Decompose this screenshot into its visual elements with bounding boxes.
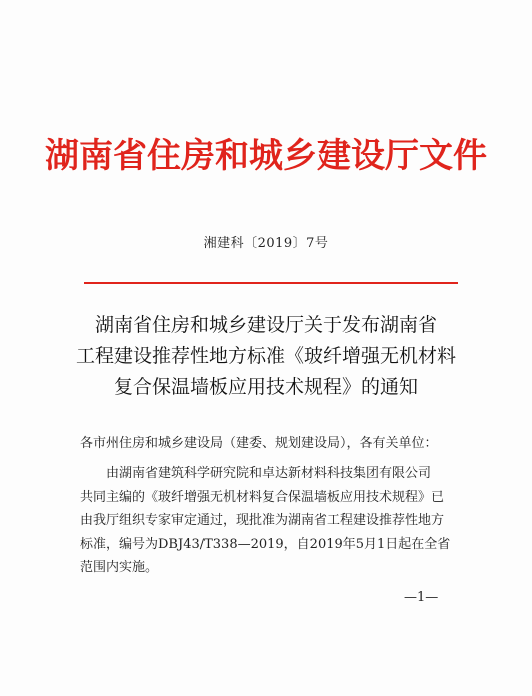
document-number: 湘建科〔2019〕7号 — [203, 236, 329, 251]
notice-title-line: 工程建设推荐性地方标准《玻纤增强无机材料 — [75, 345, 456, 367]
addressee-line: 各市州住房和城乡建设局（建委、规划建设局），各有关单位： — [80, 436, 438, 451]
page-number: —1— — [404, 590, 439, 605]
paragraph-line: 范围内实施。 — [80, 560, 159, 575]
notice-title-line: 复合保温墙板应用技术规程》的通知 — [113, 376, 418, 398]
document-header-title: 湖南省住房和城乡建设厅文件 — [45, 136, 487, 176]
notice-title-line: 湖南省住房和城乡建设厅关于发布湖南省 — [94, 314, 437, 336]
body-paragraph — [80, 462, 460, 580]
notice-title — [0, 310, 532, 403]
red-divider-line — [84, 282, 458, 284]
paragraph-line: 由我厅组织专家审定通过，现批准为湖南省工程建设推荐性地方 — [80, 513, 445, 528]
paragraph-line: 标准，编号为DBJ43/T338—2019，自2019年5月1日起在全省 — [80, 536, 451, 552]
paragraph-line: 由湖南省建筑科学研究院和卓达新材料科技集团有限公司 — [106, 466, 432, 481]
paragraph-line: 共同主编的《玻纤增强无机材料复合保温墙板应用技术规程》已 — [80, 489, 445, 505]
